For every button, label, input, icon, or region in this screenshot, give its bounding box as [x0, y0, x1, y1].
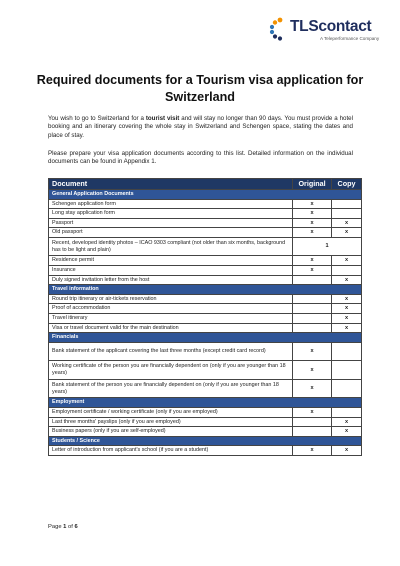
table-header-row [49, 179, 362, 190]
original-mark [293, 294, 332, 304]
page-footer [48, 524, 78, 530]
table-row [49, 446, 362, 456]
copy-mark: x [332, 218, 362, 228]
copy-mark: x [332, 314, 362, 324]
copy-mark [332, 199, 362, 209]
table-row [49, 256, 362, 266]
intro-bold-text: tourist visit [145, 115, 180, 122]
table-row [49, 361, 362, 380]
copy-mark [332, 342, 362, 361]
copy-mark: x [332, 228, 362, 238]
copy-mark: x [332, 275, 362, 285]
section-title: Employment [49, 398, 362, 408]
page-title: Required documents for a Tourism visa application for Switzerland [36, 73, 364, 104]
intro-paragraph-2: Please prepare your visa application documents according to this list. Detailed information on the individual documents can be found in Appendix 1. [48, 150, 353, 166]
document-name: Letter of introduction from applicant's school (if you are a student) [49, 446, 293, 456]
section-title: General Application Documents [49, 190, 362, 200]
table-row [49, 323, 362, 333]
section-row-general [49, 190, 362, 200]
header-original: Original [293, 179, 332, 190]
original-mark: x [293, 209, 332, 219]
document-name: Proof of accommodation [49, 304, 293, 314]
header-document: Document [49, 179, 293, 190]
original-mark: x [293, 446, 332, 456]
document-name: Bank statement of the applicant covering the last three months (except credit card record) [49, 342, 293, 361]
original-mark [293, 417, 332, 427]
copy-mark: x [332, 294, 362, 304]
original-mark: x [293, 379, 332, 398]
section-row-travel [49, 285, 362, 295]
tlscontact-logo [268, 16, 390, 46]
document-name: Working certificate of the person you are financially dependent on (only if you are younger than 18 years) [49, 361, 293, 380]
copy-mark: x [332, 446, 362, 456]
intro-paragraph-1 [48, 115, 353, 140]
original-mark [293, 314, 332, 324]
original-mark: x [293, 266, 332, 276]
copy-mark: x [332, 304, 362, 314]
table-row [49, 275, 362, 285]
table-row [49, 237, 362, 256]
tlscontact-logo-icon [268, 16, 288, 42]
document-name: Round trip itinerary or air-tickets reservation [49, 294, 293, 304]
copy-mark [332, 266, 362, 276]
original-mark: x [293, 256, 332, 266]
intro-text: You wish to go to Switzerland for a [48, 115, 146, 122]
document-name: Last three months' payslips (only if you are employed) [49, 417, 293, 427]
copy-mark: x [332, 256, 362, 266]
original-mark: x [293, 407, 332, 417]
original-mark [293, 427, 332, 437]
copy-mark [332, 361, 362, 380]
logo-subtitle: A Teleperformance Company [320, 36, 380, 41]
document-name: Passport [49, 218, 293, 228]
document-name: Business papers (only if you are self-employed) [49, 427, 293, 437]
table-row [49, 407, 362, 417]
table-row [49, 342, 362, 361]
logo-text: TLScontact [290, 18, 372, 35]
section-row-financials [49, 333, 362, 343]
table-row [49, 417, 362, 427]
table-row [49, 218, 362, 228]
section-title: Students / Science [49, 436, 362, 446]
footer-page-number: 1 [63, 524, 67, 530]
original-mark [293, 275, 332, 285]
header-copy: Copy [332, 179, 362, 190]
footer-page-total: 6 [74, 524, 78, 530]
table-row [49, 199, 362, 209]
documents-table [48, 178, 362, 456]
document-name: Insurance [49, 266, 293, 276]
original-mark: x [293, 199, 332, 209]
original-mark [293, 323, 332, 333]
document-name: Travel itinerary [49, 314, 293, 324]
original-mark: x [293, 342, 332, 361]
document-name: Long stay application form [49, 209, 293, 219]
document-name: Visa or travel document valid for the main destination [49, 323, 293, 333]
document-name: Duly signed invitation letter from the host [49, 275, 293, 285]
copy-mark: x [332, 427, 362, 437]
copy-mark [332, 379, 362, 398]
document-name: Residence permit [49, 256, 293, 266]
footer-text: of [66, 524, 75, 530]
merged-count-cell: 1 [293, 237, 362, 256]
original-mark: x [293, 228, 332, 238]
section-title: Travel information [49, 285, 362, 295]
copy-mark [332, 407, 362, 417]
original-mark: x [293, 361, 332, 380]
document-name: Bank statement of the person you are financially dependent on (only if you are younger than 18 years) [49, 379, 293, 398]
original-mark: x [293, 218, 332, 228]
original-mark [293, 304, 332, 314]
table-row [49, 304, 362, 314]
document-name: Old passport [49, 228, 293, 238]
table-row [49, 294, 362, 304]
document-name: Employment certificate / working certificate (only if you are employed) [49, 407, 293, 417]
table-row [49, 228, 362, 238]
footer-text: Page [48, 524, 64, 530]
documents-table-body [49, 190, 362, 456]
copy-mark: x [332, 323, 362, 333]
table-row [49, 209, 362, 219]
table-row [49, 379, 362, 398]
copy-mark: x [332, 417, 362, 427]
table-row [49, 427, 362, 437]
table-row [49, 314, 362, 324]
copy-mark [332, 209, 362, 219]
intro-text: and will stay no longer than 90 days. You must provide a hotel booking and an itinerary covering the whole stay in Switzerland and Schengen space, stating the dates and place of stay. [48, 115, 353, 139]
table-row [49, 266, 362, 276]
section-row-employment [49, 398, 362, 408]
document-name: Schengen application form [49, 199, 293, 209]
section-title: Financials [49, 333, 362, 343]
document-name: Recent, developed identity photos – ICAO 9303 compliant (not older than six months, background has to be light and plain) [49, 237, 293, 256]
section-row-students [49, 436, 362, 446]
